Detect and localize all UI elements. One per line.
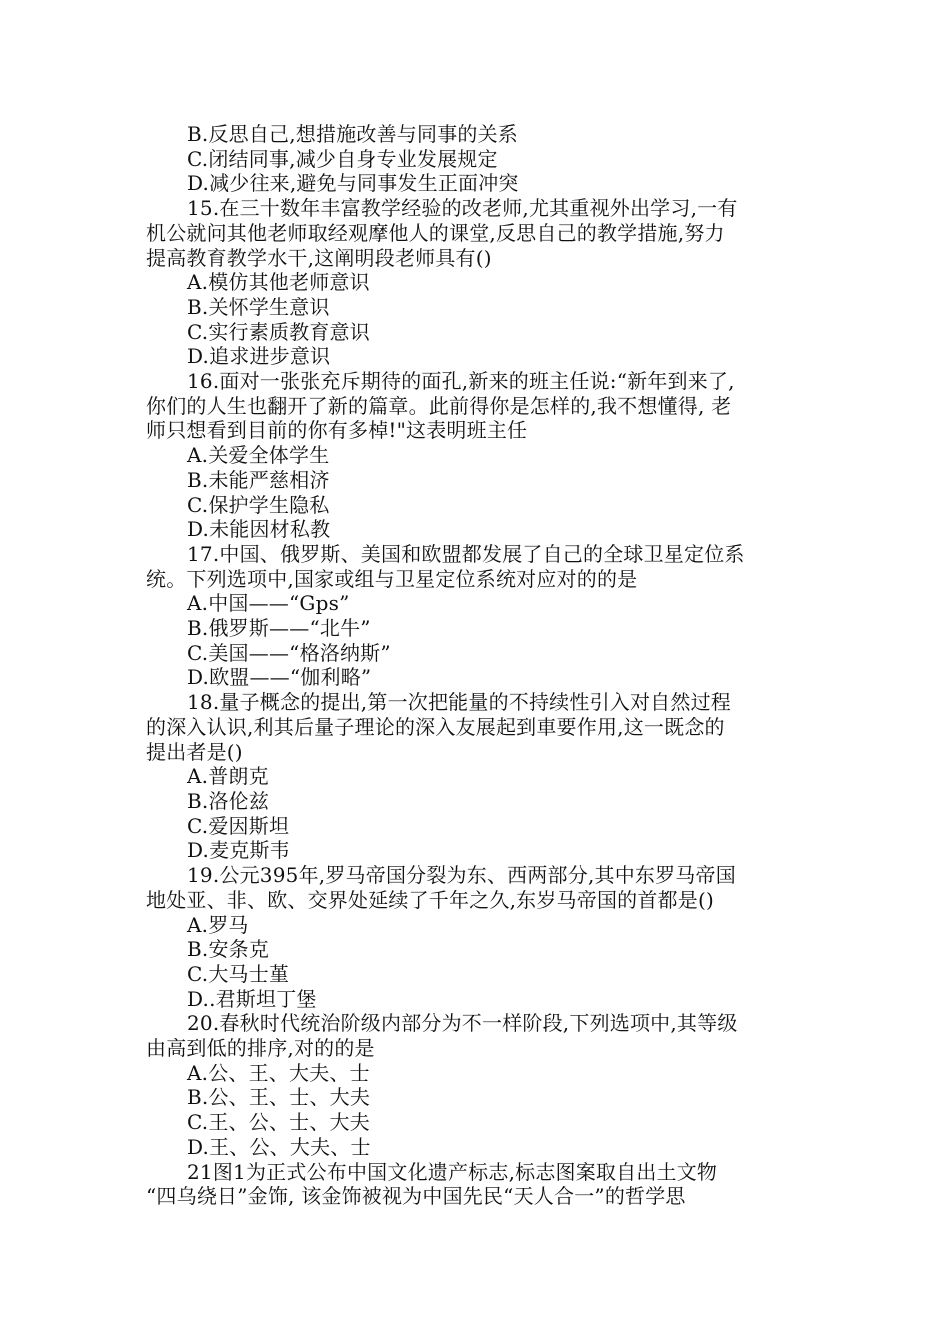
- option-line: D.未能因材私教: [187, 517, 331, 542]
- question-21-line: 21图1为正式公布中国文化遗产标志,标志图案取自出土文物: [187, 1159, 718, 1184]
- option-line: B.关怀学生意识: [187, 294, 330, 319]
- option-line: A.公、王、大夫、士: [187, 1060, 370, 1085]
- option-line: C.实行素质教育意识: [187, 319, 370, 344]
- option-line: B.俄罗斯——“北牛”: [187, 616, 371, 641]
- exam-text-body: [146, 122, 814, 1209]
- question-18-line: 的深入认识,利其后量子理论的深入友展起到車要作用,这一既念的: [146, 714, 725, 739]
- option-line: C.闭结同事,减少自身专业发展规定: [187, 146, 498, 171]
- question-15-line: 15.在三十数年丰富教学经验的改老师,尤其重视外出学习,一有: [187, 196, 738, 221]
- question-20-line: 20.春秋时代统治阶级内部分为不一样阶段,下列选项中,其等级: [187, 1011, 738, 1036]
- question-16-line: 16.面对一张张充斥期待的面孔,新来的班主任说:“新年到来了,: [187, 369, 735, 394]
- option-line: A.罗马: [187, 912, 249, 937]
- option-line: C.美国——“格洛纳斯”: [187, 640, 391, 665]
- option-line: B.反思自己,想措施改善与同事的关系: [187, 122, 519, 146]
- question-15-line: 提高教育教学水干,这阐明段老师具有(): [146, 245, 492, 270]
- option-line: A.关爱全体学生: [187, 443, 330, 468]
- question-15-line: 机公就问其他老师取经观摩他人的课堂,反思自己的教学措施,努力: [146, 220, 725, 245]
- option-line: C.爱因斯坦: [187, 813, 290, 838]
- option-line: B.安条克: [187, 937, 270, 962]
- option-line: D.麦克斯韦: [187, 838, 290, 863]
- question-17-line: 17.中国、俄罗斯、美国和欧盟都发展了自己的全球卫星定位系: [187, 541, 745, 566]
- question-17-line: 统。下列选项中,国家或组与卫星定位系统对应对的的是: [146, 566, 638, 591]
- question-16-line: 你们的人生也翻开了新的篇章。此前得你是怎样的,我不想懂得, 老: [146, 393, 732, 418]
- option-line: B.公、王、士、大夫: [187, 1085, 371, 1110]
- option-line: B.未能严慈相济: [187, 467, 330, 492]
- option-line: A.模仿其他老师意识: [187, 270, 370, 295]
- question-20-line: 由高到低的排序,对的的是: [146, 1036, 375, 1061]
- option-line: D.王、公、大夫、士: [187, 1134, 371, 1159]
- option-line: D.追求进步意识: [187, 344, 331, 369]
- option-line: D.减少往来,避免与同事发生正面冲突: [187, 171, 519, 196]
- question-18-line: 18.量子概念的提出,第一次把能量的不持续性引入对自然过程: [187, 690, 731, 715]
- option-line: B.洛伦兹: [187, 788, 270, 813]
- option-line: A.普朗克: [187, 764, 269, 789]
- question-19-line: 19.公元395年,罗马帝国分裂为东、西两部分,其中东罗马帝国: [187, 863, 736, 888]
- question-19-line: 地处亚、非、欧、交界处延续了千年之久,东岁马帝国的首都是(): [146, 887, 714, 912]
- question-21-line: “四乌绕日”金饰, 该金饰被视为中国先民“天人合一”的哲学思: [146, 1184, 686, 1209]
- option-line: C.王、公、士、大夫: [187, 1110, 370, 1135]
- question-16-line: 师只想看到目前的你有多棹!"这表明班主任: [146, 418, 528, 443]
- option-line: D.欧盟——“伽利略”: [187, 665, 372, 690]
- option-line: C.大马士堇: [187, 961, 290, 986]
- option-line: C.保护学生隐私: [187, 492, 330, 517]
- option-line: D..君斯坦丁堡: [187, 986, 317, 1011]
- question-18-line: 提出者是(): [146, 739, 243, 764]
- option-line: A.中国——“Gps”: [187, 591, 350, 616]
